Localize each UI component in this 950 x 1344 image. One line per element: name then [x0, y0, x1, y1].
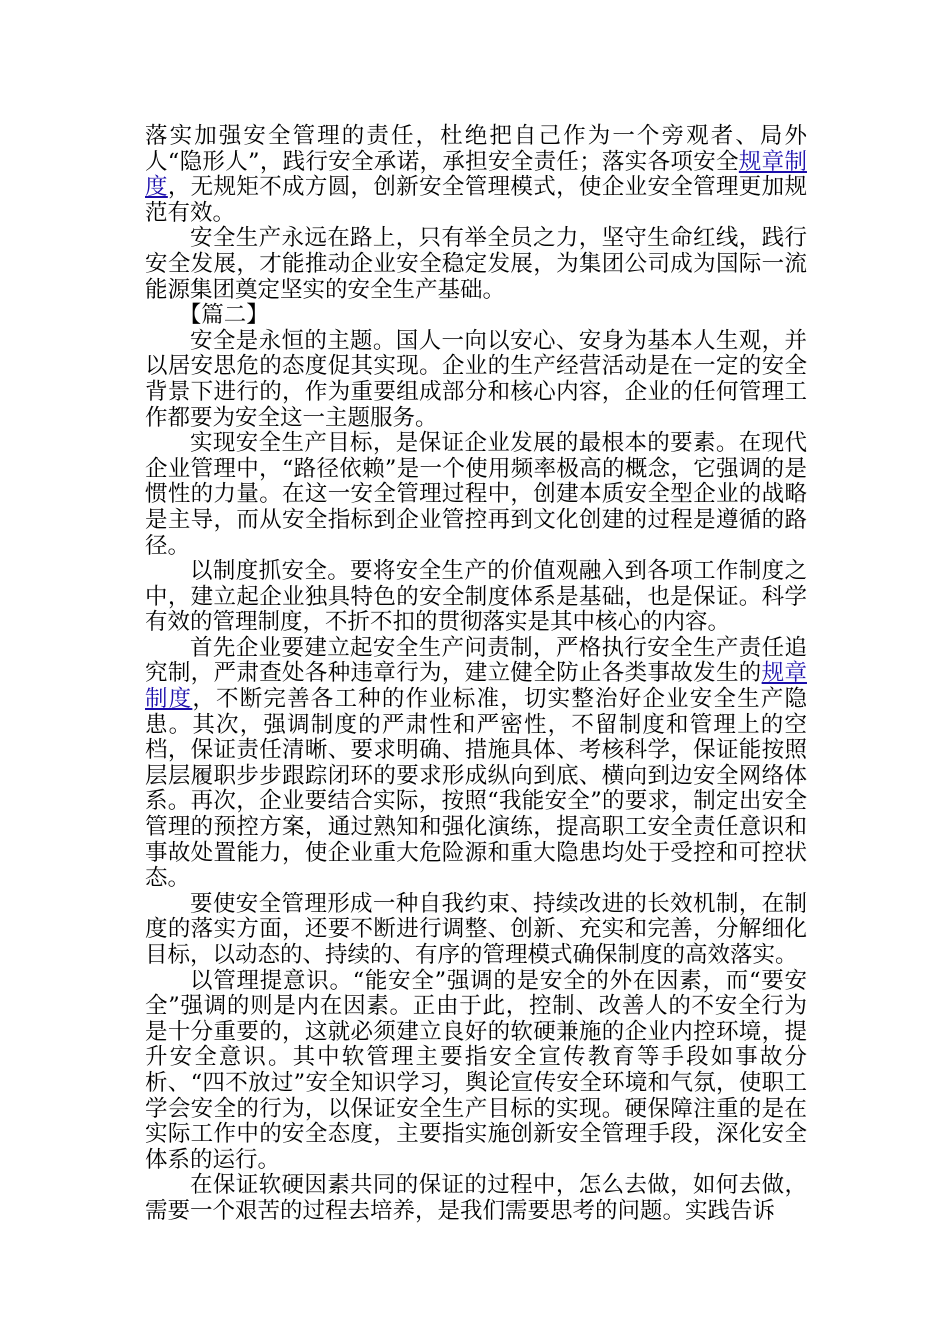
paragraph-text: ，无规矩不成方圆，创新安全管理模式，使企业安全管理更加规范有效。 [145, 174, 807, 226]
paragraph-text: 实现安全生产目标，是保证企业发展的最根本的要素。在现代企业管理中，“路径依赖”是一个使用频率极高的概念，它强调的是惯性的力量。在这一安全管理过程中，创建本质安全型企业的战略是主导，而从安全指标到企业管控再到文化创建的过程是遵循的路径。 [145, 430, 807, 559]
regulation-link[interactable]: 规章制度 [145, 660, 807, 713]
paragraph [145, 226, 807, 303]
paragraph [145, 969, 807, 1174]
document-body [145, 124, 807, 1225]
paragraph [145, 431, 807, 559]
section-heading [145, 303, 807, 329]
paragraph-text: 落实加强安全管理的责任，杜绝把自己作为一个旁观者、局外人“隐形人”，践行安全承诺，承担安全责任；落实各项安全 [145, 123, 807, 175]
paragraph-text: 首先企业要建立起安全生产问责制，严格执行安全生产责任追究制，严肃查处各种违章行为，建立健全防止各类事故发生的 [145, 634, 807, 687]
regulation-link[interactable]: 规章制度 [145, 148, 807, 201]
paragraph [145, 892, 807, 969]
paragraph [145, 636, 807, 892]
paragraph [145, 1173, 807, 1224]
paragraph-text: 要使安全管理形成一种自我约束、持续改进的长效机制，在制度的落实方面，还要不断进行调整、创新、充实和完善，分解细化目标，以动态的、持续的、有序的管理模式确保制度的高效落实。 [145, 890, 807, 968]
paragraph-text: ，不断完善各工种的作业标准，切实整治好企业安全生产隐患。其次，强调制度的严肃性和严密性，不留制度和管理上的空档，保证责任清晰、要求明确、措施具体、考核科学，保证能按照层层履职步步跟踪闭环的要求形成纵向到底、横向到边安全网络体系。再次，企业要结合实际，按照“我能安全”的要求，制定出安全管理的预控方案，通过熟知和强化演练，提高职工安全责任意识和事故处置能力，使企业重大危险源和重大隐患均处于受控和可控状态。 [145, 686, 807, 892]
paragraph [145, 559, 807, 636]
paragraph-text: 以制度抓安全。要将安全生产的价值观融入到各项工作制度之中，建立起企业独具特色的安全制度体系是基础，也是保证。科学有效的管理制度，不折不扣的贯彻落实是其中核心的内容。 [145, 558, 807, 636]
paragraph-text: 安全生产永远在路上，只有举全员之力，坚守生命红线，践行安全发展，才能推动企业安全稳定发展，为集团公司成为国际一流能源集团奠定坚实的安全生产基础。 [145, 225, 807, 303]
paragraph-text: 以管理提意识。“能安全”强调的是安全的外在因素，而“要安全”强调的则是内在因素。正由于此，控制、改善人的不安全行为是十分重要的，这就必须建立良好的软硬兼施的企业内控环境，提升安全意识。其中软管理主要指安全宣传教育等手段如事故分析、“四不放过”安全知识学习，舆论宣传安全环境和气氛，使职工学会安全的行为，以保证安全生产目标的实现。硬保障注重的是在实际工作中的安全态度，主要指实施创新安全管理手段，深化安全体系的运行。 [145, 967, 807, 1173]
paragraph-text: 【篇二】 [178, 302, 269, 329]
paragraph [145, 124, 807, 226]
paragraph [145, 329, 807, 431]
paragraph-text: 在保证软硬因素共同的保证的过程中，怎么去做，如何去做，需要一个艰苦的过程去培养，是我们需要思考的问题。实践告诉 [145, 1172, 807, 1224]
paragraph-text: 安全是永恒的主题。国人一向以安心、安身为基本人生观，并以居安思危的态度促其实现。企业的生产经营活动是在一定的安全背景下进行的，作为重要组成部分和核心内容，企业的任何管理工作都要为安全这一主题服务。 [145, 327, 807, 431]
